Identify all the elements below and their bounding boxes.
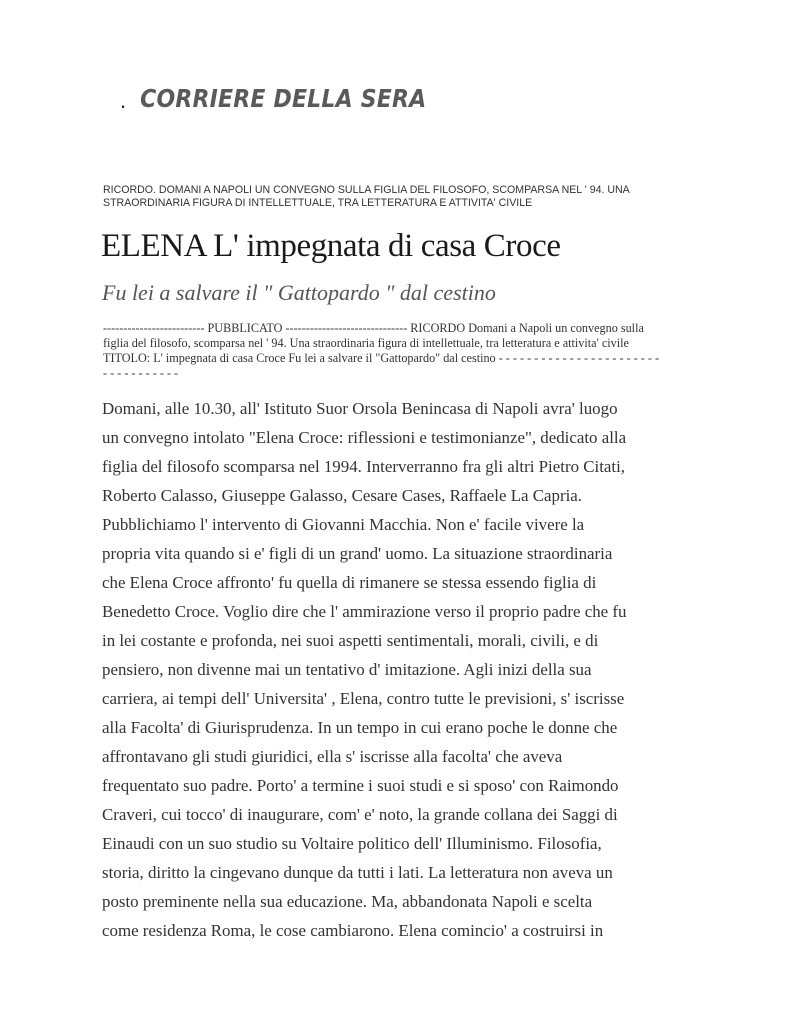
article-title: ELENA L' impegnata di casa Croce <box>101 228 561 264</box>
body-line: frequentato suo padre. Porto' a termine i suoi studi e si sposo' con Raimondo <box>102 776 619 795</box>
body-line: come residenza Roma, le cose cambiarono. Elena comincio' a costruirsi in <box>102 921 604 940</box>
body-line: che Elena Croce affronto' fu quella di rimanere se stessa essendo figlia di <box>102 573 597 592</box>
article-subtitle: Fu lei a salvare il " Gattopardo " dal cestino <box>102 280 496 305</box>
body-line: posto preminente nella sua educazione. Ma, abbandonata Napoli e scelta <box>102 892 593 911</box>
body-line: Einaudi con un suo studio su Voltaire politico dell' Illuminismo. Filosofia, <box>102 834 602 853</box>
body-line: carriera, ai tempi dell' Universita' , Elena, contro tutte le previsioni, s' iscrisse <box>102 689 625 708</box>
body-line: Pubblichiamo l' intervento di Giovanni Macchia. Non e' facile vivere la <box>102 515 585 534</box>
body-line: Domani, alle 10.30, all' Istituto Suor Orsola Benincasa di Napoli avra' luogo <box>102 399 618 418</box>
body-line: Roberto Calasso, Giuseppe Galasso, Cesare Cases, Raffaele La Capria. <box>102 486 582 505</box>
newspaper-logo: CORRIERE DELLA SERA <box>140 85 427 113</box>
masthead <box>120 82 426 116</box>
article-kicker: RICORDO. DOMANI A NAPOLI UN CONVEGNO SULLA FIGLIA DEL FILOSOFO, SCOMPARSA NEL ' 94. UNA STRAORDINARIA FIGURA DI INTELLETTUALE, TRA LETTERATURA E ATTIVITA' CIVILE <box>103 184 630 209</box>
body-line: storia, diritto la cingevano dunque da tutti i lati. La letteratura non aveva un <box>102 863 613 882</box>
body-line: in lei costante e profonda, nei suoi aspetti sentimentali, morali, civili, e di <box>102 631 599 650</box>
article-body <box>102 394 692 945</box>
body-line: affrontavano gli studi giuridici, ella s' iscrisse alla facolta' che aveva <box>102 747 563 766</box>
body-line: propria vita quando si e' figli di un grand' uomo. La situazione straordinaria <box>102 544 613 563</box>
body-line: alla Facolta' di Giurisprudenza. In un tempo in cui erano poche le donne che <box>102 718 618 737</box>
body-line: Benedetto Croce. Voglio dire che l' ammirazione verso il proprio padre che fu <box>102 602 627 621</box>
body-line: figlia del filosofo scomparsa nel 1994. Interverranno fra gli altri Pietro Citati, <box>102 457 625 476</box>
publication-meta: ------------------------- PUBBLICATO ------------------------------ RICORDO Domani a Napoli un convegno sulla figlia del filosofo, scomparsa nel ' 94. Una straordinaria figura di intellettuale, tra letteratura e attivita' civile TITOLO: L' impegnata di casa Croce Fu lei a salvare il "Gattopardo" dal cestino - - - - - - - - - - - - - - - - - - - - - - - - - - - - - - - - - - <box>103 321 660 380</box>
body-line: un convegno intolato "Elena Croce: riflessioni e testimonianze", dedicato alla <box>102 428 627 447</box>
body-line: pensiero, non divenne mai un tentativo d' imitazione. Agli inizi della sua <box>102 660 592 679</box>
masthead-bullet: . <box>120 88 127 113</box>
body-line: Craveri, cui tocco' di inaugurare, com' e' noto, la grande collana dei Saggi di <box>102 805 618 824</box>
